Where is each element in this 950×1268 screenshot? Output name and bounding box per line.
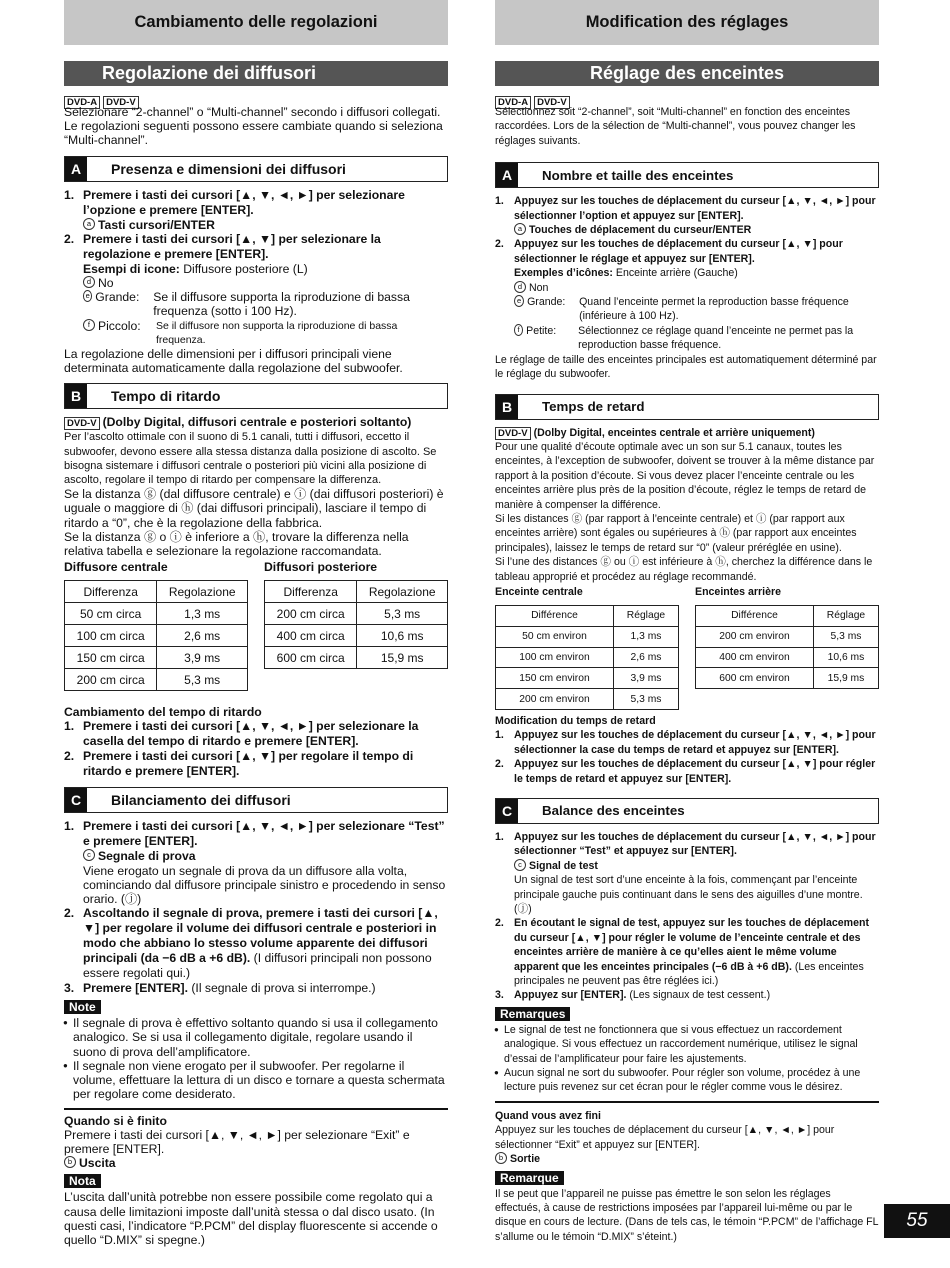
- disc-badges: [64, 92, 448, 108]
- table-row: 200 cm environ 5,3 ms: [696, 626, 879, 647]
- subsection-title: Bilanciamento dei diffusori: [111, 792, 291, 809]
- paragraph: La regolazione delle dimensioni per i diffusori principali viene determinata automaticamente dalla regolazione del subwoofer.: [64, 347, 403, 376]
- table-caption: Enceinte centrale: [495, 585, 583, 598]
- steps-list: [495, 728, 879, 786]
- marker-icon: b: [64, 1156, 76, 1168]
- table-row: 200 cm circa 5,3 ms: [265, 603, 448, 625]
- rear-delay-table: Différence Réglage 200 cm environ 5,3 ms 400 cm environ 10,6 ms 600 cm environ 15,9 ms: [695, 605, 879, 689]
- step-item: 3. Appuyez sur [ENTER]. (Les signaux de test cessent.): [495, 989, 771, 1002]
- steps-list: [495, 194, 879, 352]
- dvd-v-badge: DVD-V: [495, 427, 531, 440]
- marker-icon: a: [514, 223, 526, 235]
- paragraph: Le réglage de taille des enceintes principales est automatiquement déterminé par le réglage du subwoofer.: [495, 353, 877, 381]
- divider: [495, 1101, 879, 1103]
- paragraph: Si l’une des distances ⓖ ou ⓘ est inférieure à ⓗ, cherchez la différence dans le tableau approprié et procédez au réglage recommandé.: [495, 556, 873, 583]
- paragraph-title: Quando si è finito: [64, 1113, 167, 1128]
- paragraph: L’uscita dall’unità potrebbe non essere possibile come regolato qui a causa delle limitazioni imposte dall’unità stessa o dal disco usato. (In questi casi, l’indicatore “P.PCM” del display fluorescente si accende o quello “D.MIX” si spegne.): [64, 1190, 438, 1247]
- marker-icon: d: [514, 281, 526, 293]
- subsection-letter: B: [496, 395, 518, 419]
- badge-caption: (Dolby Digital, enceintes centrale et arrière uniquement): [533, 426, 815, 439]
- paragraph-title: Modification du temps de retard: [495, 714, 656, 727]
- dvd-a-badge: DVD-A: [495, 96, 531, 109]
- subsection-b-header: [495, 394, 879, 420]
- intro-text: Selezionare “2-channel” o “Multi-channel” secondo i diffusori collegati. Le regolazioni seguenti possono essere cambiate quando si seleziona “Multi-channel”.: [64, 105, 443, 148]
- note-tag: Note: [64, 1000, 101, 1014]
- dvd-v-badge: DVD-V: [103, 96, 139, 109]
- marker-icon: e: [83, 290, 92, 302]
- paragraph: Se la distanza ⓖ o ⓘ è inferiore a ⓗ, trovare la differenza nella relativa tabella e selezionare la regolazione raccomandata.: [64, 529, 409, 559]
- step-item: 3. Premere [ENTER]. (Il segnale di prova si interrompe.): [64, 981, 376, 996]
- dvd-v-badge: DVD-V: [64, 417, 100, 430]
- page-number: 55: [884, 1204, 950, 1238]
- table-row: 200 cm circa 5,3 ms: [65, 669, 248, 691]
- subsection-b-header: [64, 383, 448, 409]
- note-tag: Nota: [64, 1174, 101, 1188]
- subsection-c-header: [64, 787, 448, 813]
- marker-icon: d: [83, 276, 95, 288]
- table-row: 150 cm circa 3,9 ms: [65, 647, 248, 669]
- paragraph: Per l’ascolto ottimale con il suono di 5.1 canali, tutti i diffusori, eccetto il subwoofer, devono essere alla stessa distanza dalla posizione di ascolto. Se bisogna sistemare i diffusori centrale o posteriori più vicini alla posizione di ascolto, regolare il tempo di ritardo per compensare la differenza.: [64, 431, 437, 487]
- paragraph: Appuyez sur les touches de déplacement du curseur [▲, ▼, ◄, ►] pour sélectionner “Exit” et appuyez sur [ENTER].: [495, 1124, 835, 1151]
- step-item: 2. Premere i tasti dei cursori [▲, ▼] per selezionare la regolazione e premere [ENTER]. Esempi di icone: Diffusore posteriore (L) d No e Grande: Se il diffusore supporta la riproduzione di bassa frequenza (sotto i 100 Hz). f Piccolo: Se il diffusore non supporta la riproduzione di bassa frequenza.: [64, 231, 410, 346]
- table-row: 150 cm environ 3,9 ms: [496, 668, 679, 689]
- note-item: ● Il segnale di prova è effettivo soltanto quando si usa il collegamento analogico. Se si usa il collegamento digitale, regolare usando il suono di prova dell’amplificatore.: [64, 1016, 448, 1059]
- subsection-title: Tempo di ritardo: [111, 388, 221, 405]
- subsection-letter: C: [65, 788, 87, 812]
- steps-list: [64, 188, 448, 347]
- step-item: 1. Premere i tasti dei cursori [▲, ▼, ◄, ►] per selezionare la casella del tempo di ritardo e premere [ENTER].: [64, 719, 419, 749]
- table-row: 400 cm environ 10,6 ms: [696, 647, 879, 668]
- main-title: Réglage des enceintes: [495, 61, 879, 86]
- subsection-letter: C: [496, 799, 518, 823]
- table-caption: Diffusori posteriore: [264, 560, 378, 575]
- dvd-v-badge: DVD-V: [534, 96, 570, 109]
- subsection-a-header: [64, 156, 448, 182]
- section-title: Modification des réglages: [495, 0, 879, 45]
- marker-icon: f: [83, 319, 95, 331]
- table-row: 600 cm circa 15,9 ms: [265, 647, 448, 669]
- paragraph: Si les distances ⓖ (par rapport à l’enceinte centrale) et ⓘ (par rapport aux enceintes arrière) sont égales ou supérieures à ⓗ (par rapport aux enceintes principales), laissez le temps de retard sur “0” (valeur préréglée en usine).: [495, 512, 857, 554]
- paragraph: Pour une qualité d’écoute optimale avec un son sur 5.1 canaux, toutes les enceintes, à l’exception de subwoofer, doivent se trouver à la même distance par rapport à la position d’écoute. Si vous devez placer l’enceinte centrale ou les enceintes arrière plus près de la position d’écoute, réglez le temps de retard de manière à compenser la différence.: [495, 440, 875, 511]
- table-row: 600 cm environ 15,9 ms: [696, 668, 879, 689]
- marker-icon: f: [514, 324, 523, 336]
- delay-tables: [64, 560, 448, 691]
- notes-list: [495, 1023, 879, 1095]
- table-row: 100 cm circa 2,6 ms: [65, 625, 248, 647]
- section-title: Cambiamento delle regolazioni: [64, 0, 448, 45]
- steps-list: [64, 819, 448, 996]
- delay-tables: [495, 586, 879, 710]
- subsection-a-header: [495, 162, 879, 188]
- step-item: 2. Appuyez sur les touches de déplacement du curseur [▲, ▼] pour sélectionner le réglage et appuyez sur [ENTER]. Exemples d’icônes: Enceinte arrière (Gauche) d Non e Grande: Quand l’enceinte permet la reproduction basse fréquence (inférieure à 100 Hz). f Petite: Sélectionnez ce réglage quand l’enceinte ne permet pas la reproduction basse fréquence.: [495, 238, 854, 352]
- marker-icon: a: [83, 218, 95, 230]
- step-item: 2. Premere i tasti dei cursori [▲, ▼] per regolare il tempo di ritardo e premere [ENTER].: [64, 749, 414, 779]
- subsection-title: Nombre et taille des enceintes: [542, 167, 734, 183]
- step-item: 1. Appuyez sur les touches de déplacement du curseur [▲, ▼, ◄, ►] pour sélectionner l’option et appuyez sur [ENTER]. a Touches de déplacement du curseur/ENTER: [495, 195, 876, 237]
- note-item: ● Le signal de test ne fonctionnera que si vous effectuez un raccordement analogique. Si vous effectuez un raccordement numérique, utilisez le signal d’essai de l’amplificateur pour faire les ajustements.: [495, 1023, 879, 1066]
- subsection-letter: A: [496, 163, 518, 187]
- table-caption: Enceintes arrière: [695, 585, 781, 598]
- subsection-c-header: [495, 798, 879, 824]
- dvd-a-badge: DVD-A: [64, 96, 100, 109]
- subsection-title: Temps de retard: [542, 399, 645, 414]
- center-delay-table: Différence Réglage 50 cm environ 1,3 ms 100 cm environ 2,6 ms 150 cm environ 3,9 ms 200 cm environ 5,3 ms: [495, 605, 679, 710]
- subsection-title: Balance des enceintes: [542, 803, 685, 819]
- paragraph: Se la distanza ⓖ (dal diffusore centrale) e ⓘ (dai diffusori posteriori) è uguale o maggiore di ⓗ (dai diffusori principali), lasciare il tempo di ritardo a “0”, che è la regolazione della fabbrica.: [64, 487, 444, 530]
- step-item: 2. Appuyez sur les touches de déplacement du curseur [▲, ▼] pour régler le temps de retard et appuyez sur [ENTER].: [495, 758, 876, 785]
- steps-list: [64, 719, 448, 779]
- rear-delay-table: Differenza Regolazione 200 cm circa 5,3 ms 400 cm circa 10,6 ms 600 cm circa 15,9 ms: [264, 580, 448, 669]
- paragraph-title: Quand vous avez fini: [495, 1109, 601, 1122]
- main-title: Regolazione dei diffusori: [64, 61, 448, 86]
- table-caption: Diffusore centrale: [64, 560, 168, 575]
- notes-list: [64, 1016, 448, 1101]
- step-item: 2. Ascoltando il segnale di prova, premere i tasti dei cursori [▲, ▼] per regolare il volume dei diffusori centrale e posteriori in modo che abbiano lo stesso volume apparente dei diffusori principali (da −6 dB a +6 dB). (I diffusori principali non possono essere regolati qui.): [64, 906, 438, 981]
- steps-list: [495, 830, 879, 1003]
- note-tag: Remarque: [495, 1171, 564, 1185]
- center-delay-table: Differenza Regolazione 50 cm circa 1,3 ms 100 cm circa 2,6 ms 150 cm circa 3,9 ms 200 cm circa 5,3 ms: [64, 580, 248, 691]
- disc-badges: [495, 92, 879, 108]
- step-item: 1. Appuyez sur les touches de déplacement du curseur [▲, ▼, ◄, ►] pour sélectionner “Test” et appuyez sur [ENTER]. c Signal de test Un signal de test sort d’une enceinte à la fois, commençant par l’enceinte principale gauche puis continuant dans le sens des aiguilles d’une montre. (ⓙ): [495, 830, 876, 916]
- intro-text: Sélectionnez soit “2-channel”, soit “Multi-channel” en fonction des enceintes raccordées. Lors de la sélection de “Multi-channel”, vous pouvez changer les réglages suivants.: [495, 106, 856, 147]
- paragraph-title: Cambiamento del tempo di ritardo: [64, 705, 262, 720]
- marker-icon: c: [83, 849, 95, 861]
- table-row: 400 cm circa 10,6 ms: [265, 625, 448, 647]
- note-item: ● Il segnale non viene erogato per il subwoofer. Per regolarne il volume, effettuare la lettura di un disco e tornare a questa schermata per regolare come desiderato.: [64, 1059, 448, 1102]
- step-item: 1. Appuyez sur les touches de déplacement du curseur [▲, ▼, ◄, ►] pour sélectionner la case du temps de retard et appuyez sur [ENTER].: [495, 729, 876, 756]
- step-item: 1. Premere i tasti dei cursori [▲, ▼, ◄, ►] per selezionare “Test” e premere [ENTER]. c Segnale di prova Viene erogato un segnale di prova da un diffusore alla volta, cominciando dal diffusore principale sinistro e procedendo in senso orario. (ⓙ): [64, 819, 446, 907]
- table-row: 50 cm environ 1,3 ms: [496, 626, 679, 647]
- marker-icon: b: [495, 1152, 507, 1164]
- french-column: Modification des réglages Réglage des enceintes DVD-A DVD-V Sélectionnez soit “2-channel”, soit “Multi-channel” en fonction des enceintes raccordées. Lors de la sélection de “Multi-channel”, vous pouvez changer les réglages suivants. A Nombre et taille des enceintes 1. Appuyez sur les touches de déplacement du curseur [▲, ▼, ◄, ►] pour sélectionner l’option et appuyez sur [ENTER]. a Touches de déplacement du curseur/ENTER 2. Appuyez sur les touches de déplacement du curseur [▲, ▼] pour sélectionner le réglage et appuyez sur [ENTER]. Exemples d’icônes: Enceinte arrière (Gauche) d Non e Grande: Quand l’enceinte permet la reproduction basse fréquence (inférieure à 100 Hz). f Petite: Sélectionnez ce réglage quand l’enceinte ne permet pas la reproduction basse fréquence. Le réglage de taille des enceintes principales est automatiquement déterminé par le réglage du subwoofer. B Temps de retard DVD-V (Dolby Digital, enceintes centrale et arrière uniquement) Pour une qualité d’écoute optimale avec un son sur 5.1 canaux, toutes les enceintes, à l’exception de subwoofer, doivent se trouver à la même distance par rapport à la position d’écoute. Si vous devez placer l’enceinte centrale ou les enceintes arrière plus près de la position d’écoute, réglez le temps de retard de manière à compenser la différence. Si les distances ⓖ (par rapport à l’enceinte centrale) et ⓘ (par rapport aux enceintes arrière) sont égales ou supérieures à ⓗ (par rapport aux enceintes principales), laissez le temps de retard sur “0” (valeur préréglée en usine). Si l’une des distances ⓖ ou ⓘ est inférieure à ⓗ, cherchez la différence dans le tableau approprié et procédez au réglage recommandé. Enceinte centrale Différence Réglage 50 cm environ 1,3 ms 100 cm environ 2,6 ms 150 cm environ 3,9 ms 200 cm environ 5,3 ms Enceintes arrière Différence Réglage 200 cm environ 5,3 ms 400 cm environ 10,6 ms 600 cm environ 15,9 ms Modification du temps de retard 1. Appuyez sur les touches de déplacement du curseur [▲, ▼, ◄, ►] pour sélectionner la case du temps de retard et appuyez sur [ENTER]. 2. Appuyez sur les touches de déplacement du curseur [▲, ▼] pour régler le temps de retard et appuyez sur [ENTER]. C Balance des enceintes 1. Appuyez sur les touches de déplacement du curseur [▲, ▼, ◄, ►] pour sélectionner “Test” et appuyez sur [ENTER]. c Signal de test Un signal de test sort d’une enceinte à la fois, commençant par l’enceinte principale gauche puis continuant dans le sens des aiguilles d’une montre. (ⓙ) 2. En écoutant le signal de test, appuyez sur les touches de déplacement du curseur [▲, ▼] pour régler le volume de l’enceinte centrale et des enceintes arrière de manière à ce qu’elles aient le même volume apparent que les enceintes principales (−6 dB à +6 dB). (Les enceintes principales ne peuvent pas être réglées ici.) 3. Appuyez sur [ENTER]. (Les signaux de test cessent.) Remarques ● Le signal de test ne fonctionnera que si vous effectuez un raccordement analogique. Si vous effectuez un raccordement numérique, utilisez le signal d’essai de l’amplificateur pour faire les ajustements. ● Aucun signal ne sort du subwoofer. Pour régler son volume, procédez à une lecture puis revenez sur cet écran pour le régler comme vous le désirez. Quand vous avez fini Appuyez sur les touches de déplacement du curseur [▲, ▼, ◄, ►] pour sélectionner “Exit” et appuyez sur [ENTER]. b Sortie Remarque Il se peut que l’appareil ne puisse pas émettre le son selon les réglages effectués, à cause de restrictions imposées par l’appareil lui-même ou par le disque en cours de lecture. (Dans de tels cas, le témoin “P.PCM” de l’affichage FL s’allume ou le témoin “D.MIX” s’éteint.): [495, 0, 879, 1244]
- subsection-letter: A: [65, 157, 87, 181]
- marker-icon: e: [514, 295, 524, 307]
- paragraph: Il se peut que l’appareil ne puisse pas émettre le son selon les réglages effectués, à cause de restrictions imposées par l’appareil lui-même ou par le disque en cours de lecture. (Dans de tels cas, le témoin “P.PCM” de l’affichage FL s’allume ou le témoin “D.MIX” s’éteint.): [495, 1187, 879, 1243]
- paragraph: Premere i tasti dei cursori [▲, ▼, ◄, ►] per selezionare “Exit” e premere [ENTER].: [64, 1127, 410, 1156]
- step-item: 1. Premere i tasti dei cursori [▲, ▼, ◄, ►] per selezionare l’opzione e premere [ENTER]. a Tasti cursori/ENTER: [64, 187, 405, 232]
- divider: [64, 1108, 448, 1110]
- table-row: 200 cm environ 5,3 ms: [496, 689, 679, 710]
- badge-caption: (Dolby Digital, diffusori centrale e posteriori soltanto): [102, 415, 412, 430]
- subsection-letter: B: [65, 384, 87, 408]
- marker-icon: c: [514, 859, 526, 871]
- table-row: 100 cm environ 2,6 ms: [496, 647, 679, 668]
- table-row: 50 cm circa 1,3 ms: [65, 603, 248, 625]
- italian-column: Cambiamento delle regolazioni Regolazione dei diffusori DVD-A DVD-V Selezionare “2-channel” o “Multi-channel” secondo i diffusori collegati. Le regolazioni seguenti possono essere cambiate quando si seleziona “Multi-channel”. A Presenza e dimensioni dei diffusori 1. Premere i tasti dei cursori [▲, ▼, ◄, ►] per selezionare l’opzione e premere [ENTER]. a Tasti cursori/ENTER 2. Premere i tasti dei cursori [▲, ▼] per selezionare la regolazione e premere [ENTER]. Esempi di icone: Diffusore posteriore (L) d No e Grande: Se il diffusore supporta la riproduzione di bassa frequenza (sotto i 100 Hz). f Piccolo: Se il diffusore non supporta la riproduzione di bassa frequenza. La regolazione delle dimensioni per i diffusori principali viene determinata automaticamente dalla regolazione del subwoofer. B Tempo di ritardo DVD-V (Dolby Digital, diffusori centrale e posteriori soltanto) Per l’ascolto ottimale con il suono di 5.1 canali, tutti i diffusori, eccetto il subwoofer, devono essere alla stessa distanza dalla posizione di ascolto. Se bisogna sistemare i diffusori centrale o posteriori più vicini alla posizione di ascolto, regolare il tempo di ritardo per compensare la differenza. Se la distanza ⓖ (dal diffusore centrale) e ⓘ (dai diffusori posteriori) è uguale o maggiore di ⓗ (dai diffusori principali), lasciare il tempo di ritardo a “0”, che è la regolazione della fabbrica. Se la distanza ⓖ o ⓘ è inferiore a ⓗ, trovare la differenza nella relativa tabella e selezionare la regolazione raccomandata. Diffusore centrale Differenza Regolazione 50 cm circa 1,3 ms 100 cm circa 2,6 ms 150 cm circa 3,9 ms 200 cm circa 5,3 ms Diffusori posteriore Differenza Regolazione 200 cm circa 5,3 ms 400 cm circa 10,6 ms 600 cm circa 15,9 ms Cambiamento del tempo di ritardo 1. Premere i tasti dei cursori [▲, ▼, ◄, ►] per selezionare la casella del tempo di ritardo e premere [ENTER]. 2. Premere i tasti dei cursori [▲, ▼] per regolare il tempo di ritardo e premere [ENTER]. C Bilanciamento dei diffusori 1. Premere i tasti dei cursori [▲, ▼, ◄, ►] per selezionare “Test” e premere [ENTER]. c Segnale di prova Viene erogato un segnale di prova da un diffusore alla volta, cominciando dal diffusore principale sinistro e procedendo in senso orario. (ⓙ) 2. Ascoltando il segnale di prova, premere i tasti dei cursori [▲, ▼] per regolare il volume dei diffusori centrale e posteriori in modo che abbiano lo stesso volume apparente dei diffusori principali (da −6 dB a +6 dB). (I diffusori principali non possono essere regolati qui.) 3. Premere [ENTER]. (Il segnale di prova si interrompe.) Note ● Il segnale di prova è effettivo soltanto quando si usa il collegamento analogico. Se si usa il collegamento digitale, regolare usando il suono di prova dell’amplificatore. ● Il segnale non viene erogato per il subwoofer. Per regolarne il volume, effettuare la lettura di un disco e tornare a questa schermata per regolare come desiderato. Quando si è finito Premere i tasti dei cursori [▲, ▼, ◄, ►] per selezionare “Exit” e premere [ENTER]. b Uscita Nota L’uscita dall’unità potrebbe non essere possibile come regolato qui a causa delle limitazioni imposte dall’unità stessa o dal disco usato. (In questi casi, l’indicatore “P.PCM” del display fluorescente si accende o quello “D.MIX” si spegne.): [64, 0, 448, 1247]
- subsection-title: Presenza e dimensioni dei diffusori: [111, 160, 346, 177]
- step-item: 2. En écoutant le signal de test, appuyez sur les touches de déplacement du curseur [▲, ▼] pour régler le volume de l’enceinte centrale et des enceintes arrière de manière à ce qu’elles aient le même volume apparent que les enceintes principales (−6 dB à +6 dB). (Les enceintes principales ne peuvent pas être réglées ici.): [495, 917, 869, 988]
- note-tag: Remarques: [495, 1007, 570, 1021]
- note-item: ● Aucun signal ne sort du subwoofer. Pour régler son volume, procédez à une lecture puis revenez sur cet écran pour le régler comme vous le désirez.: [495, 1066, 879, 1095]
